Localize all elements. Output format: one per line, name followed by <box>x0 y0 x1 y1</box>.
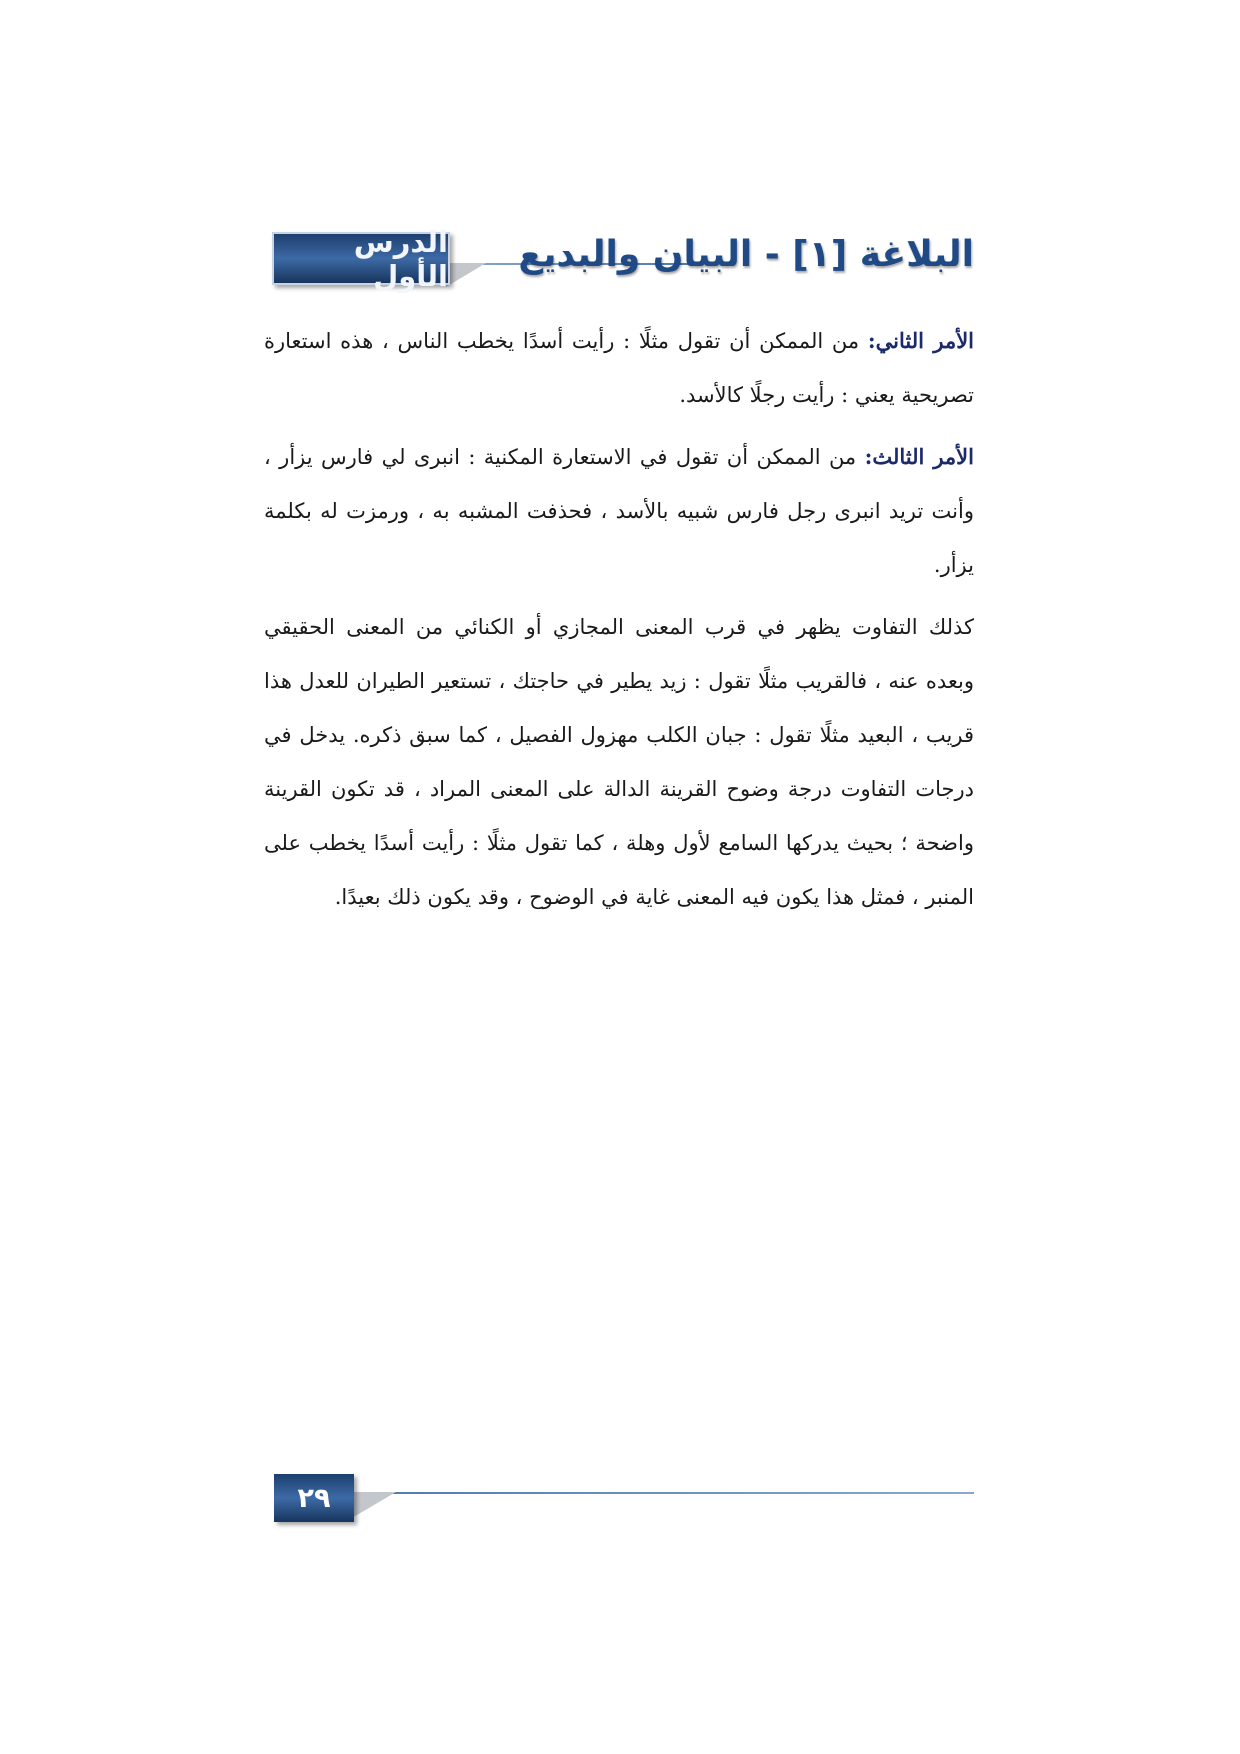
paragraph-text: من الممكن أن تقول مثلًا : رأيت أسدًا يخطب الناس ، هذه استعارة تصريحية يعني : رأيت رجلًا كالأسد. <box>264 329 974 407</box>
footer-shadow-wedge <box>352 1492 396 1518</box>
lesson-badge <box>272 224 450 293</box>
lesson-label: الدرس الأول <box>353 224 448 293</box>
paragraph-term: الأمر الثالث: <box>864 444 974 469</box>
page-content <box>264 314 974 932</box>
paragraph-second-matter <box>264 314 974 422</box>
paragraph-text: كذلك التفاوت يظهر في قرب المعنى المجازي أو الكنائي من المعنى الحقيقي وبعده عنه ، فالقريب مثلًا تقول : زيد يطير في حاجتك ، تستعير الطيران للعدل هذا قريب ، البعيد مثلًا تقول : جبان الكلب مهزول الفصيل ، كما سبق ذكره. يدخل في درجات التفاوت درجة وضوح القرينة الدالة على المعنى المراد ، قد تكون القرينة واضحة ؛ بحيث يدركها السامع لأول وهلة ، كما تقول مثلًا : رأيت أسدًا يخطب على المنبر ، فمثل هذا يكون فيه المعنى غاية في الوضوح ، وقد يكون ذلك بعيدًا. <box>264 615 974 909</box>
header-shadow-wedge <box>446 263 486 287</box>
paragraph-variation <box>264 600 974 924</box>
page-number-badge <box>274 1474 354 1522</box>
page-header <box>272 224 974 293</box>
paragraph-text: من الممكن أن تقول في الاستعارة المكنية : انبرى لي فارس يزأر ، وأنت تريد انبرى رجل فارس شبيه بالأسد ، فحذفت المشبه به ، ورمزت له بكلمة يزأر. <box>264 445 974 577</box>
footer-rule <box>352 1492 974 1494</box>
page-footer <box>274 1474 974 1530</box>
book-title: البلاغة [١] - البيان والبديع <box>518 234 974 275</box>
paragraph-term: الأمر الثاني: <box>867 328 974 353</box>
paragraph-third-matter <box>264 430 974 592</box>
page-number: ٢٩ <box>297 1482 331 1514</box>
